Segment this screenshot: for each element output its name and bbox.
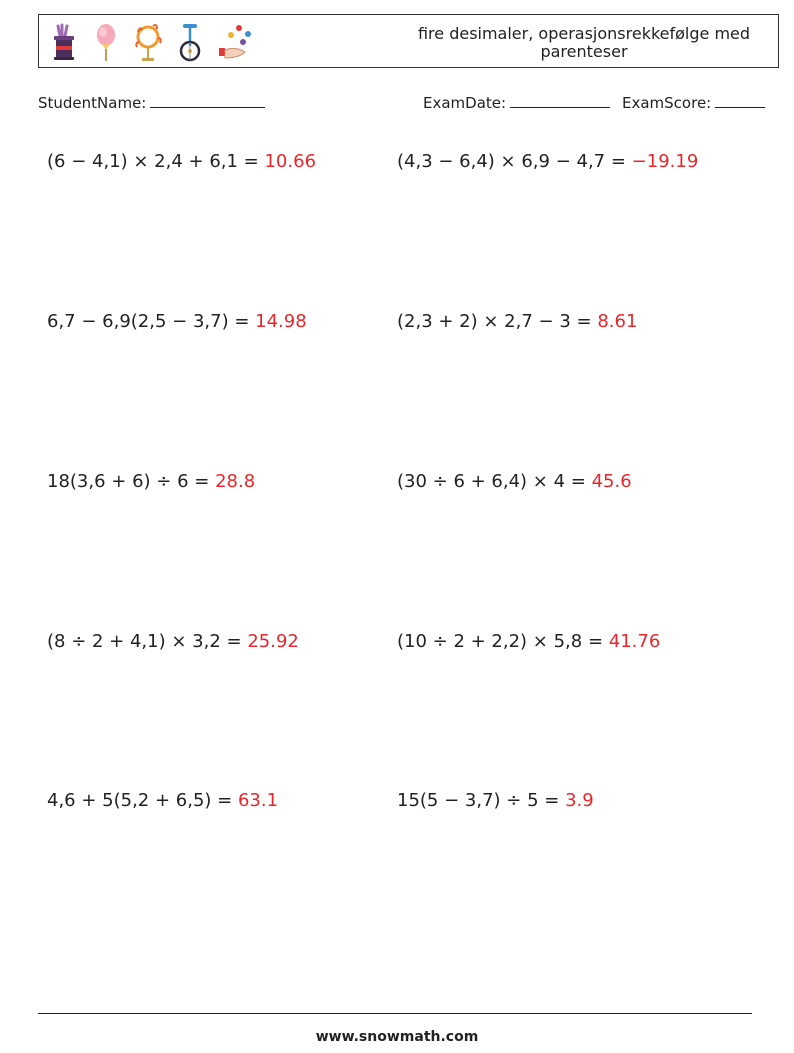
worksheet-title: fire desimaler, operasjonsrekkefølge med parenteser <box>417 24 751 61</box>
problem-answer: 14.98 <box>255 311 307 332</box>
problem-answer: 45.6 <box>591 471 632 492</box>
student-name-blank[interactable] <box>150 93 265 108</box>
footer-divider <box>38 1013 752 1014</box>
footer-url[interactable]: www.snowmath.com <box>315 1029 479 1045</box>
problem-6 <box>397 471 632 492</box>
problem-5 <box>47 471 255 492</box>
problem-expression: (4,3 − 6,4) × 6,9 − 4,7 = <box>397 151 632 172</box>
problem-3 <box>47 311 307 332</box>
problem-answer: 41.76 <box>608 631 661 652</box>
exam-score-blank[interactable] <box>715 93 765 108</box>
problem-expression: (6 − 4,1) × 2,4 + 6,1 = <box>47 151 265 172</box>
exam-score-label: ExamScore: <box>622 94 712 112</box>
header-box <box>38 14 779 68</box>
problem-answer: −19.19 <box>631 151 699 172</box>
exam-date-field[interactable] <box>423 93 610 112</box>
problem-expression: (8 ÷ 2 + 4,1) × 3,2 = <box>47 631 248 652</box>
fire-hoop-icon <box>133 22 163 62</box>
icon-row <box>49 21 255 63</box>
problem-answer: 3.9 <box>565 790 594 811</box>
problem-9 <box>47 790 278 811</box>
problem-answer: 10.66 <box>264 151 317 172</box>
cotton-candy-icon <box>93 22 119 62</box>
problem-2 <box>397 151 698 172</box>
problem-4 <box>397 311 637 332</box>
juggling-icon <box>217 22 255 62</box>
problem-expression: (30 ÷ 6 + 6,4) × 4 = <box>397 471 592 492</box>
problem-expression: 4,6 + 5(5,2 + 6,5) = <box>47 790 238 811</box>
problem-7 <box>47 631 299 652</box>
unicycle-icon <box>177 22 203 62</box>
exam-date-blank[interactable] <box>510 93 610 108</box>
problem-expression: (10 ÷ 2 + 2,2) × 5,8 = <box>397 631 609 652</box>
problem-expression: 15(5 − 3,7) ÷ 5 = <box>397 790 566 811</box>
problem-expression: (2,3 + 2) × 2,7 − 3 = <box>397 311 598 332</box>
problem-10 <box>397 790 594 811</box>
exam-date-label: ExamDate: <box>423 94 507 112</box>
problem-answer: 25.92 <box>247 631 299 652</box>
exam-score-field[interactable] <box>622 93 765 112</box>
problem-1 <box>47 151 316 172</box>
problem-answer: 63.1 <box>237 790 279 811</box>
problem-expression: 6,7 − 6,9(2,5 − 3,7) = <box>47 311 256 332</box>
student-name-field[interactable] <box>38 93 265 112</box>
problem-8 <box>397 631 660 652</box>
problem-answer: 28.8 <box>215 471 256 492</box>
student-name-label: StudentName: <box>38 94 147 112</box>
problem-answer: 8.61 <box>597 311 638 332</box>
magic-hat-icon <box>49 22 79 62</box>
problem-expression: 18(3,6 + 6) ÷ 6 = <box>47 471 216 492</box>
